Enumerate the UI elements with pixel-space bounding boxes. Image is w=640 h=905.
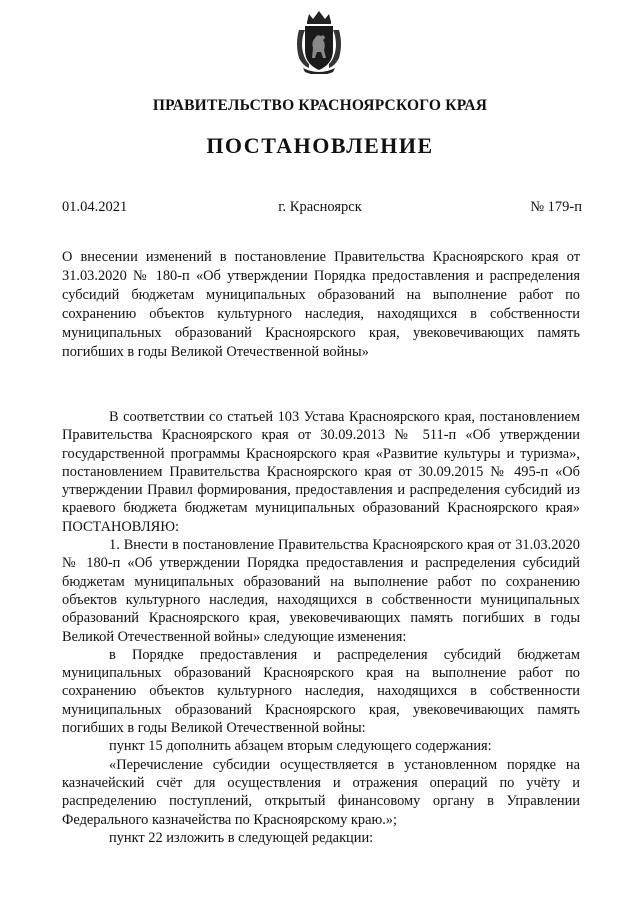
krasnoyarsk-coat-of-arms-icon	[293, 8, 345, 74]
paragraph-point-15: пункт 15 дополнить абзацем вторым следующего содержания:	[109, 738, 492, 755]
subject-text: О внесении изменений в постановление Правительства Красноярского края от 31.03.2020 № 180-п «Об утверждении Порядка предоставления и распределения субсидий бюджетам муниципальных образований на выполнение работ по сохранению объектов культурного наследия, находящихся в собственности муниципальных образований Красноярского края, увековечивающих память погибших в годы Великой Отечественной войны»	[62, 249, 580, 361]
government-name: ПРАВИТЕЛЬСТВО КРАСНОЯРСКОГО КРАЯ	[152, 97, 488, 114]
paragraph-preamble: В соответствии со статьей 103 Устава Красноярского края, постановлением Правительства Красноярского края от 30.09.2013 № 511-п «Об утверждении государственной программы Красноярского края «Развитие культуры и туризма», постановлением Правительства Красноярского края от 30.09.2015 № 495-п «Об утверждении Правил формирования, предоставления и распределения субсидий из краевого бюджета бюджетам муниципальных образований Красноярского края» ПОСТАНОВЛЯЮ:	[62, 409, 580, 535]
paragraph-order-amendment: в Порядке предоставления и распределения субсидий бюджетам муниципальных образований Красноярского края на выполнение работ по сохранению объектов культурного наследия, находящихся в собственности муниципальных образований Красноярского края, увековечивающих память погибших в годы Великой Отечественной войны:	[62, 646, 580, 737]
document-type-title: ПОСТАНОВЛЕНИЕ	[206, 133, 434, 158]
document-subject	[62, 248, 580, 363]
document-body	[62, 408, 580, 847]
paragraph-quote: «Перечисление субсидии осуществляется в установленном порядке на казначейский счёт для осуществления и отражения операций по учёту и распределению поступлений, открытый финансовому органу в Управлении Федерального казначейства по Красноярскому краю.»;	[62, 756, 580, 828]
document-number: № 179-п	[530, 199, 582, 215]
paragraph-point-22: пункт 22 изложить в следующей редакции:	[109, 829, 374, 846]
document-city: г. Красноярск	[278, 199, 362, 215]
document-date: 01.04.2021	[62, 199, 128, 215]
paragraph-item-1: 1. Внести в постановление Правительства Красноярского края от 31.03.2020 № 180-п «Об утверждении Порядка предоставления и распределения субсидий бюджетам муниципальных образований на выполнение работ по сохранению объектов культурного наследия, находящихся в собственности муниципальных образований Красноярского края, увековечивающих память погибших в годы Великой Отечественной войны» следующие изменения:	[62, 537, 580, 645]
